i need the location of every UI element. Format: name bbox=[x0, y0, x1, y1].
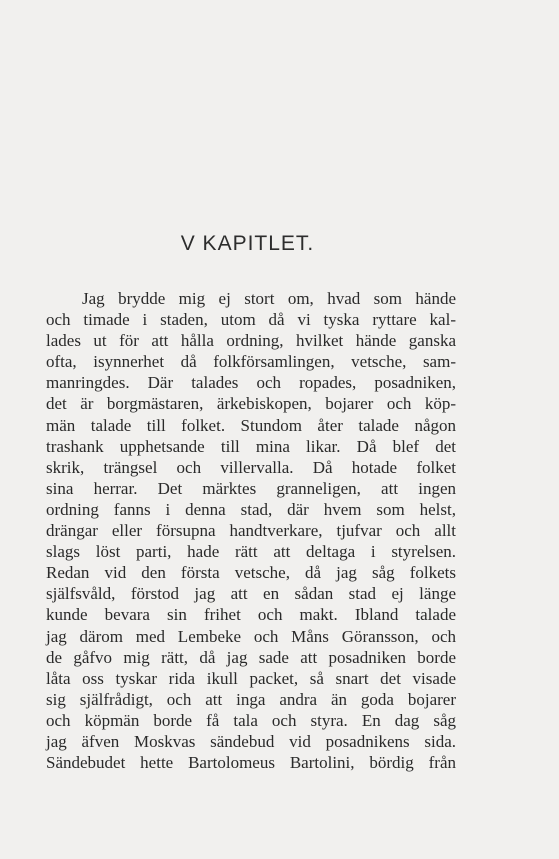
text-line: de gåfvo mig rätt, då jag sade att posadniken borde bbox=[46, 647, 456, 667]
text-line: ofta, isynnerhet då folkförsamlingen, vetsche, sam- bbox=[46, 352, 456, 372]
text-line: slags löst parti, hade rätt att deltaga i styrelsen. bbox=[46, 542, 456, 562]
text-line: själfsvåld, förstod jag att en sådan stad ej länge bbox=[46, 584, 456, 604]
text-line: låta oss tyskar rida ikull packet, så snart det visade bbox=[46, 668, 456, 688]
text-line: lades ut för att hålla ordning, hvilket hände ganska bbox=[46, 331, 456, 351]
text-line: sig själfrådigt, och att inga andra än goda bojarer bbox=[46, 689, 456, 709]
text-line: Sändebudet hette Bartolomeus Bartolini, bördig från bbox=[46, 753, 456, 773]
text-line: det är borgmästaren, ärkebiskopen, bojarer och köp- bbox=[46, 394, 456, 414]
text-line: trashank upphetsande till mina likar. Då blef det bbox=[46, 436, 456, 456]
text-line: Redan vid den första vetsche, då jag såg folkets bbox=[46, 563, 456, 583]
text-line: sina herrar. Det märktes granneligen, att ingen bbox=[46, 478, 456, 498]
text-line: män talade till folket. Stundom åter talade någon bbox=[46, 415, 456, 435]
text-line: Jag brydde mig ej stort om, hvad som hände bbox=[82, 289, 456, 308]
text-line: kunde bevara sin frihet och makt. Ibland talade bbox=[46, 605, 456, 625]
text-line: manringdes. Där talades och ropades, posadniken, bbox=[46, 373, 456, 393]
text-line: och timade i staden, utom då vi tyska ryttare kal- bbox=[46, 310, 456, 330]
body-text bbox=[46, 288, 456, 773]
text-line: jag äfven Moskvas sändebud vid posadnikens sida. bbox=[46, 731, 456, 751]
text-line: jag därom med Lembeke och Måns Göransson, och bbox=[46, 626, 456, 646]
text-line: drängar eller försupna handtverkare, tjufvar och allt bbox=[46, 521, 456, 541]
text-line: och köpmän borde få tala och styra. En dag såg bbox=[46, 710, 456, 730]
chapter-title: V KAPITLET. bbox=[180, 232, 315, 255]
text-line: skrik, trängsel och villervalla. Då hotade folket bbox=[46, 457, 456, 477]
text-line: ordning fanns i denna stad, där hvem som helst, bbox=[46, 499, 456, 519]
